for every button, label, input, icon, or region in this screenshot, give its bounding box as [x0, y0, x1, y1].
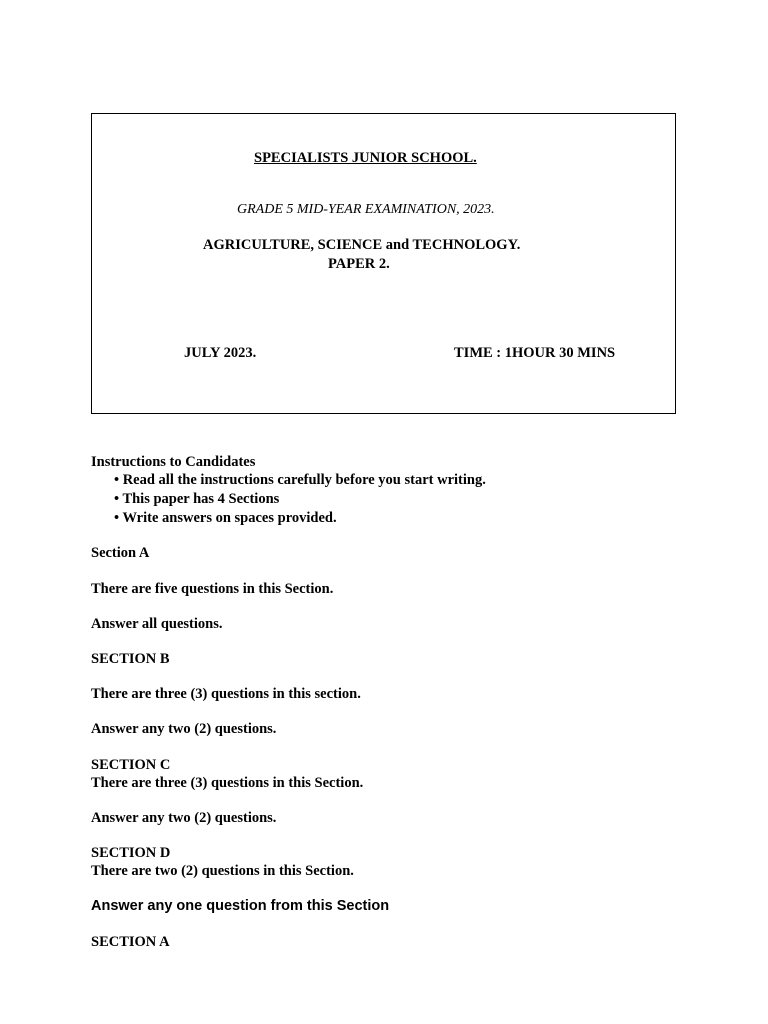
instructions-title: Instructions to Candidates — [91, 454, 256, 470]
instruction-item: • This paper has 4 Sections — [114, 491, 280, 507]
section-c-answer-rule: Answer any two (2) questions. — [91, 810, 277, 826]
exam-date: JULY 2023. — [184, 345, 257, 361]
section-d-heading: SECTION D — [91, 845, 171, 861]
section-a-question-count: There are five questions in this Section. — [91, 581, 334, 597]
section-c-heading: SECTION C — [91, 757, 171, 773]
paper-number: PAPER 2. — [328, 256, 390, 272]
exam-title: GRADE 5 MID-YEAR EXAMINATION, 2023. — [237, 202, 495, 217]
section-a-heading: Section A — [91, 545, 150, 561]
section-b-heading: SECTION B — [91, 651, 170, 667]
section-a-start-heading: SECTION A — [91, 934, 170, 950]
instruction-item: • Write answers on spaces provided. — [114, 510, 337, 526]
instruction-item: • Read all the instructions carefully before you start writing. — [114, 472, 486, 488]
section-d-answer-rule: Answer any one question from this Section — [91, 898, 390, 914]
subject-title: AGRICULTURE, SCIENCE and TECHNOLOGY. — [203, 237, 521, 253]
section-b-answer-rule: Answer any two (2) questions. — [91, 721, 277, 737]
section-b-question-count: There are three (3) questions in this section. — [91, 686, 361, 702]
school-name: SPECIALISTS JUNIOR SCHOOL. — [254, 150, 477, 166]
exam-duration: TIME : 1HOUR 30 MINS — [454, 345, 616, 361]
section-a-answer-rule: Answer all questions. — [91, 616, 223, 632]
section-c-question-count: There are three (3) questions in this Section. — [91, 775, 364, 791]
section-d-question-count: There are two (2) questions in this Section. — [91, 863, 354, 879]
